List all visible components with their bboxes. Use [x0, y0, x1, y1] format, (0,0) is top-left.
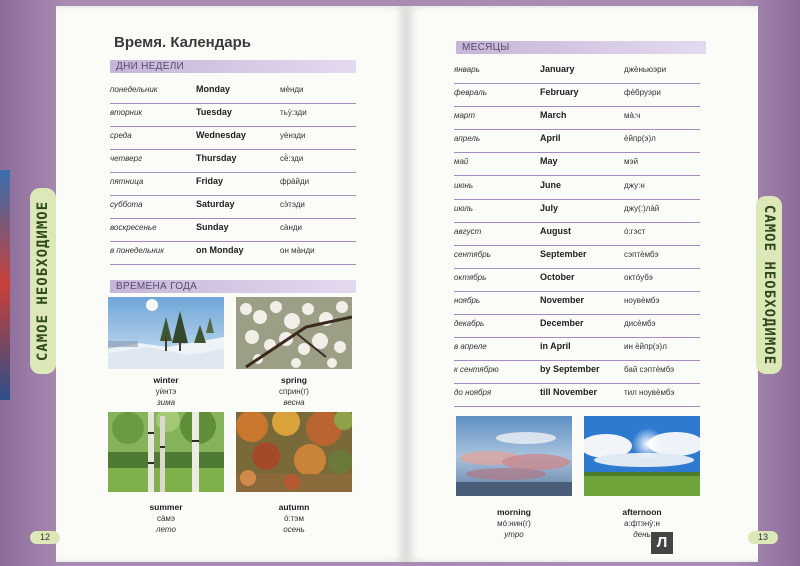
word-english: April — [540, 133, 561, 144]
word-russian: в апреле — [454, 342, 487, 352]
page-title: Время. Календарь — [114, 34, 251, 51]
word-english: December — [540, 318, 584, 329]
spring-photo — [236, 297, 352, 369]
word-transcription: ноувѐмбэ — [624, 296, 660, 305]
word-transcription: ѐйпр(э)л — [624, 134, 656, 144]
word-russian: понедельник — [110, 85, 158, 94]
summer-photo — [108, 412, 224, 492]
caption-ru: весна — [283, 398, 305, 407]
caption-autumn — [234, 502, 354, 535]
word-transcription: он мàнди — [280, 246, 315, 255]
vocab-row — [454, 291, 700, 315]
word-transcription: джѐньюэри — [624, 65, 667, 74]
caption-ru: день — [633, 530, 651, 539]
vocab-row — [110, 241, 356, 265]
word-english: November — [540, 295, 585, 305]
word-transcription: мэй — [624, 157, 639, 167]
word-english: October — [540, 271, 575, 282]
word-russian: воскресенье — [110, 223, 157, 232]
word-english: February — [540, 87, 579, 98]
winter-photo — [108, 297, 224, 369]
word-english: May — [540, 156, 558, 167]
word-english: Wednesday — [196, 130, 246, 140]
word-russian: среда — [110, 131, 132, 140]
caption-transcription: уѝнтэ — [155, 387, 177, 396]
vocab-row — [454, 199, 700, 223]
caption-transcription: мó:нин(г) — [497, 519, 531, 528]
vocab-row — [110, 172, 356, 196]
caption-en: autumn — [278, 502, 310, 512]
word-transcription: тил ноувѐмбэ — [624, 388, 675, 398]
autumn-photo — [236, 412, 352, 492]
word-transcription: фѐбруэри — [624, 88, 661, 98]
word-russian: пятница — [110, 177, 144, 186]
word-russian: июль — [454, 203, 474, 213]
word-russian: к сентябрю — [454, 365, 499, 375]
word-transcription: сэ̀тэди — [280, 200, 305, 209]
word-russian: сентябрь — [454, 249, 491, 259]
word-russian: декабрь — [454, 319, 485, 329]
word-english: by September — [540, 364, 600, 375]
word-russian: до ноября — [454, 388, 492, 398]
word-transcription: ó:гэст — [624, 226, 646, 236]
word-russian: март — [454, 111, 476, 121]
caption-transcription: сприн(г) — [279, 387, 309, 396]
page-number-right: 13 — [748, 531, 778, 544]
vocab-row — [454, 106, 700, 130]
vocab-row — [454, 314, 700, 338]
word-russian: вторник — [110, 108, 143, 117]
word-english: on Monday — [196, 245, 244, 255]
caption-winter — [106, 375, 226, 408]
word-russian: ноябрь — [454, 296, 481, 305]
side-tab-label: САМОЕ НЕОБХОДИМОЕ — [35, 200, 52, 362]
vocab-row — [454, 268, 700, 292]
seasons-header: ВРЕМЕНА ГОДА — [110, 280, 356, 293]
caption-ru: утро — [504, 530, 524, 539]
caption-en: morning — [497, 507, 531, 517]
word-transcription: тьỳ:зди — [280, 108, 307, 117]
caption-morning — [454, 507, 574, 540]
vocab-row — [110, 126, 356, 150]
caption-ru: осень — [283, 525, 305, 534]
vocab-row — [110, 149, 356, 173]
page-number-left: 12 — [30, 531, 60, 544]
word-transcription: ин ѐйпр(э)л — [624, 342, 667, 352]
months-header: МЕСЯЦЫ — [456, 41, 706, 54]
vocab-row — [454, 383, 700, 407]
word-english: till November — [540, 387, 598, 398]
word-transcription: октóубэ — [624, 272, 653, 282]
word-transcription: мѐнди — [280, 85, 304, 94]
word-transcription: сё̀:зди — [280, 154, 304, 163]
side-tab-label: САМОЕ НЕОБХОДИМОЕ — [761, 204, 778, 366]
word-russian: июнь — [454, 180, 474, 190]
word-transcription: сàнди — [280, 223, 303, 232]
vocab-row — [454, 176, 700, 200]
word-english: Tuesday — [196, 107, 232, 117]
caption-ru: лето — [156, 525, 176, 534]
side-tab-right — [756, 196, 782, 374]
caption-summer — [106, 502, 226, 535]
caption-en: summer — [149, 502, 183, 512]
vocab-row — [454, 152, 700, 176]
caption-spring — [234, 375, 354, 408]
vocab-row — [110, 195, 356, 219]
side-tab-left — [30, 188, 56, 374]
word-transcription: мà:ч — [624, 111, 641, 121]
caption-en: winter — [153, 375, 179, 385]
word-transcription: джу(:)лàй — [624, 203, 660, 213]
word-russian: суббота — [110, 200, 143, 209]
morning-photo — [456, 416, 572, 496]
vocab-row — [454, 129, 700, 153]
caption-ru: зима — [156, 398, 176, 407]
afternoon-photo — [584, 416, 700, 496]
watermark: ru — [678, 536, 691, 551]
caption-transcription: сàмэ — [156, 514, 176, 523]
vocab-row — [110, 103, 356, 127]
word-russian: в понедельник — [110, 246, 164, 255]
word-russian: август — [454, 226, 482, 236]
vocab-row — [454, 360, 700, 384]
word-transcription: бай сэптѐмбэ — [624, 365, 675, 375]
caption-en: spring — [281, 375, 307, 385]
word-english: in April — [540, 341, 571, 352]
vocab-row — [110, 218, 356, 242]
word-english: September — [540, 248, 587, 259]
vocab-row — [110, 80, 356, 104]
word-russian: январь — [454, 65, 480, 74]
caption-transcription: а:фтэнỳ:н — [624, 519, 660, 528]
word-english: Sunday — [196, 222, 229, 232]
word-russian: май — [454, 157, 469, 167]
days-header: ДНИ НЕДЕЛИ — [110, 60, 356, 73]
cover-edge — [0, 170, 10, 400]
word-transcription: дисѐмбэ — [624, 319, 656, 329]
word-english: July — [540, 202, 559, 213]
word-transcription: джу:н — [624, 180, 645, 190]
word-english: Saturday — [196, 199, 235, 209]
caption-en: afternoon — [622, 507, 662, 517]
word-transcription: сэптѐмбэ — [624, 249, 659, 259]
word-russian: апрель — [454, 134, 481, 144]
word-english: January — [540, 64, 575, 74]
word-english: Friday — [196, 176, 224, 186]
vocab-row — [454, 337, 700, 361]
word-english: Thursday — [196, 153, 237, 163]
word-russian: октябрь — [454, 272, 487, 282]
word-english: March — [540, 110, 567, 121]
caption-transcription: ó:тэм — [284, 514, 304, 523]
word-english: Monday — [196, 84, 231, 94]
word-russian: четверг — [110, 154, 143, 163]
stamp-logo: Л — [651, 532, 673, 554]
word-transcription: фрàйди — [280, 177, 310, 186]
word-english: August — [540, 225, 571, 236]
word-transcription: уѐнзди — [280, 131, 306, 140]
word-english: June — [540, 179, 562, 190]
vocab-row — [454, 245, 700, 269]
vocab-row — [454, 83, 700, 107]
word-russian: февраль — [454, 88, 487, 98]
vocab-row — [454, 60, 700, 84]
vocab-row — [454, 222, 700, 246]
